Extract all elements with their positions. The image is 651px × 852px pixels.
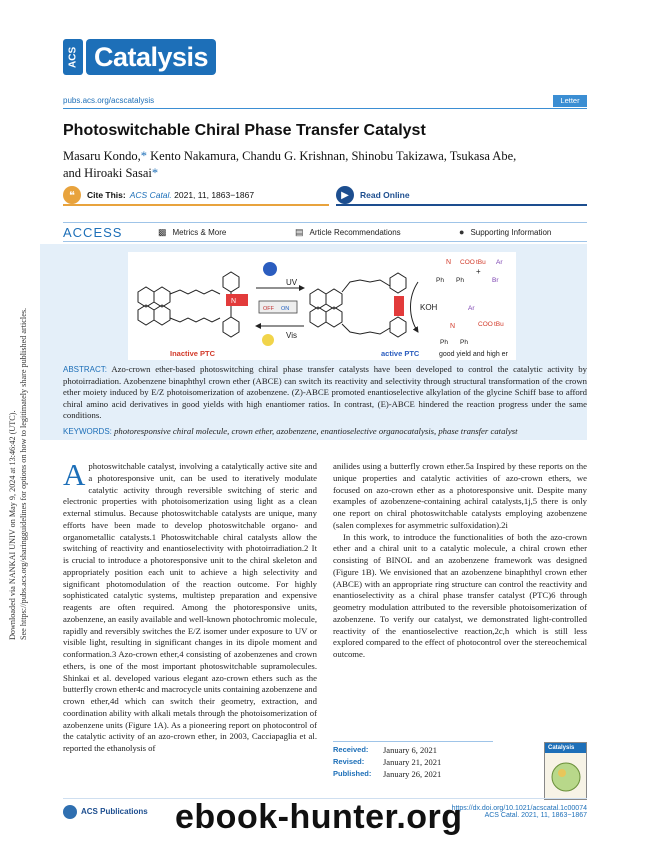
article-type-badge: Letter <box>553 95 587 107</box>
supporting-info-button[interactable] <box>459 227 551 237</box>
citation-details: 2021, 11, 1863−1867 <box>171 190 255 200</box>
quote-icon: ❝ <box>63 186 81 204</box>
keywords <box>63 426 587 438</box>
paragraph-continued: anilides using a butterfly crown ether.5a Inspired by these reports on the unique properties and catalytic activities of azo-crown ethers, we focused on azo-crown ether as a photoresponsive unit. Despite many examples of azobenzene-containing achiral catalysts,1j,5 there is only one report on chiral photoswitchable catalysts employing azobenzene (salen complexes for asymmetric sulfoxidation).2i <box>333 461 587 530</box>
watermark: ebook-hunter.org <box>175 798 463 836</box>
abstract-body: Azo-crown ether-based photoswitching chiral phase transfer catalysts have been developed to control the catalytic activity by photoirradiation. Azobenzene binaphthyl crown ether (ABCE) can switch its reactivity and selectivity through structural transformation of the crown ether moiety induced by E/Z photoisomerization of azobenzene. (Z)-ABCE promoted enantioselective alkylation of the glycine Schiff base to afford chiral amino acid derivatives in good yields with high enantiomer ratios. In contrast, (E)-ABCE hindered the reaction progress under the same conditions. <box>63 364 587 421</box>
azo-cis-highlight <box>394 296 404 316</box>
acs-publications-logo[interactable] <box>63 805 148 819</box>
on-label: ON <box>281 306 290 312</box>
product-coo-label: COO <box>478 321 493 328</box>
koh-label: KOH <box>420 303 438 312</box>
dates-rule <box>333 741 493 742</box>
publication-dates <box>333 744 441 780</box>
acs-publications-label: ACS Publications <box>81 807 148 817</box>
journal-name: Catalysis <box>86 39 216 75</box>
schiff-n-label: N <box>446 259 452 266</box>
published-date: January 26, 2021 <box>383 769 442 779</box>
acs-publications-icon <box>63 805 77 819</box>
cite-label: Cite This: <box>87 190 126 200</box>
corresponding-star[interactable]: * <box>151 166 159 180</box>
article-title: Photoswitchable Chiral Phase Transfer Catalyst <box>63 122 426 139</box>
cite-this-button[interactable] <box>63 186 329 206</box>
cover-art <box>545 753 587 800</box>
visible-bulb-icon <box>262 334 274 346</box>
product-ph-left-label: Ph <box>440 339 448 346</box>
uv-bulb-icon <box>263 262 277 276</box>
paragraph-this-work: In this work, to introduce the functionalities of both the azo-crown ether and a chiral unit to a catalytic molecule, a chiral crown ether consisting of BINOL and an azobenzene framework was designed (Figure 1B). We envisioned that an azobenzene binaphthyl crown ether (ABCE) with an appropriate ring structure can control the reactivity and enantioselectivity as a chiral phase transfer catalyst (PTC)6 through geometry modulation attributed to the reversible photoisomerization of azobenzene. To verify our catalyst, we demonstrated light-controlled reactivity of the enantioselective reaction,2c,h which is still less explored compared to the effect of photocontrol over the stereochemical outcome. <box>333 531 587 659</box>
br-label: Br <box>492 277 499 284</box>
ph-right-label: Ph <box>456 277 464 284</box>
body-column-right <box>333 461 587 661</box>
download-notice-line2: See https://pubs.acs.org/sharingguidelines for options on how to legitimately share published articles. <box>19 307 28 640</box>
supporting-info-icon: ● <box>459 227 465 237</box>
product-tbu-label: tBu <box>494 321 504 328</box>
off-label: OFF <box>263 306 274 312</box>
active-ptc-structure <box>310 273 406 337</box>
azo-n-label: N <box>231 298 237 305</box>
citation-text <box>130 190 254 200</box>
download-notice <box>2 240 28 640</box>
intro-paragraph: photoswitchable catalyst, involving a catalytically active site and a photoresponsive unit, can be used to iteratively modulate catalytic activity through reversible switching of steric and electronic properties with photoisomerization using light as a clean external stimulus. Because photoswitchable catalysts are unique, many efforts have been made to develop photoswitchable organo- and organometallic catalysts.1 Photoswitchable chiral catalysts allow the switching of reactivity and enantioselectivity with photoirradiation.2 It is crucial to introduce a photoresponsive unit to the chiral skeleton and appropriately position each unit to achieve a high selectivity and significant photomodulation of the reaction outcome. For highly sophisticated catalytic systems, multistep preparation and expensive reagents are often required. Among the photoresponsive units, azobenzene, an easily available and well-known photochromic molecule, rapidly and reversibly switches the E/Z isomer under exposure to UV or visible light, resulting in significant changes in its dipole moment and conformation.3 Azo-crown ether,4 consisting of azobenzenes and crown ethers, is one of the most important photoswitchable supramolecules. Shinkai et al. developed various elegant azo-crown ethers such as the butterfly crown ether4c and macrocycle units containing azobenzene and crown ether,4d which can switch their geometry, extraction, and coordination ability with alkali metals through the photoisomerization of azobenzene units (Figure 1A). As a pioneering report on photocontrol of the catalytic activity of an azo-crown ether, in 2003, Cacciapaglia et al. reported the ethanolysis of <box>63 461 318 753</box>
uv-label: UV <box>286 278 298 287</box>
keywords-heading: KEYWORDS: <box>63 427 112 436</box>
vis-label: Vis <box>286 331 297 340</box>
toc-graphic-svg <box>128 252 516 360</box>
tbu-label: tBu <box>476 259 486 266</box>
author-sasai[interactable]: and Hiroaki Sasai <box>63 166 152 180</box>
abstract-heading: ABSTRACT: <box>63 365 108 374</box>
header-rule <box>63 108 587 109</box>
journal-url[interactable]: pubs.acs.org/acscatalysis <box>63 96 155 105</box>
acs-logo-mark: ACS <box>63 39 83 75</box>
supporting-info-label: Supporting Information <box>470 227 552 237</box>
corresponding-star[interactable]: * <box>140 149 148 163</box>
doi-link[interactable]: https://dx.doi.org/10.1021/acscatal.1c00074 <box>451 805 587 812</box>
access-bar <box>63 222 587 242</box>
inactive-ptc-label: Inactive PTC <box>170 349 216 358</box>
azo-highlight <box>226 294 248 306</box>
revised-date: January 21, 2021 <box>383 757 442 767</box>
footer-citation: ACS Catal. 2021, 11, 1863−1867 <box>484 812 587 819</box>
abstract-text <box>63 364 587 422</box>
citation-journal[interactable]: ACS Catal. <box>129 190 172 200</box>
read-online-button[interactable] <box>336 186 587 206</box>
plus-label: + <box>476 267 481 276</box>
recommendations-label: Article Recommendations <box>309 227 401 237</box>
cover-band: Catalysis <box>545 743 586 753</box>
author-kondo[interactable]: Masaru Kondo, <box>63 149 141 163</box>
ar-reagent-label: Ar <box>496 259 503 266</box>
ph-left-label: Ph <box>436 277 444 284</box>
metrics-button[interactable] <box>158 227 226 238</box>
download-notice-line1: Downloaded via NANKAI UNIV on May 9, 2024 at 13:46:42 (UTC). <box>8 410 17 640</box>
recommendations-button[interactable] <box>295 227 401 238</box>
access-label: ACCESS <box>63 224 123 240</box>
published-label: Published: <box>333 769 372 778</box>
received-date: January 6, 2021 <box>383 745 438 755</box>
read-online-icon: ▶ <box>336 186 354 204</box>
author-list-rest: Kento Nakamura, Chandu G. Krishnan, Shinobu Takizawa, Tsukasa Abe, <box>147 149 517 163</box>
article-icon: ▤ <box>295 226 304 237</box>
journal-cover-thumbnail[interactable] <box>544 742 587 800</box>
coo-label: COO <box>460 259 475 266</box>
metrics-label: Metrics & More <box>172 227 227 237</box>
product-ph-right-label: Ph <box>460 339 468 346</box>
read-online-label: Read Online <box>360 190 410 200</box>
ar-product-label: Ar <box>468 305 475 312</box>
active-ptc-label: active PTC <box>381 349 420 358</box>
footer-doi[interactable] <box>452 805 587 819</box>
journal-logo[interactable] <box>63 38 216 76</box>
keywords-list: photoresponsive chiral molecule, crown ether, azobenzene, enantioselective organocatalysis, phase transfer catalyst <box>111 426 518 436</box>
drop-cap: A <box>63 457 86 492</box>
revised-label: Revised: <box>333 757 365 766</box>
bar-chart-icon: ▩ <box>158 226 167 237</box>
toc-graphic <box>128 252 516 360</box>
body-column-left <box>63 457 318 755</box>
product-n-label: N <box>450 323 456 330</box>
reaction-arrow <box>411 282 419 332</box>
received-label: Received: <box>333 745 369 754</box>
author-list <box>63 148 583 182</box>
inactive-ptc-structure <box>138 272 239 337</box>
result-label: good yield and high er <box>439 351 508 358</box>
